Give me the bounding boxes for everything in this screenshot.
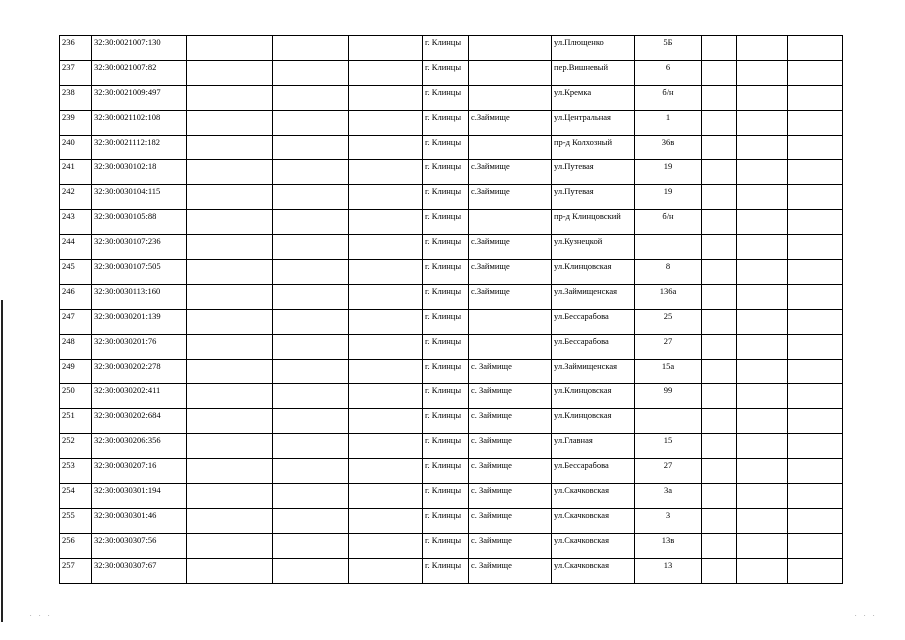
cell-cadastral-number: 32:30:0030202:278 bbox=[92, 359, 187, 384]
cell-empty bbox=[702, 235, 737, 260]
table-row bbox=[60, 359, 843, 384]
cell-row-number: 252 bbox=[60, 434, 92, 459]
cell-empty bbox=[737, 235, 788, 260]
cell-empty bbox=[702, 334, 737, 359]
cell-empty bbox=[349, 334, 423, 359]
table-row bbox=[60, 260, 843, 285]
cell-empty bbox=[187, 210, 273, 235]
cell-house-number: 15 bbox=[635, 434, 702, 459]
cell-row-number: 249 bbox=[60, 359, 92, 384]
cell-village: с.Займище bbox=[469, 185, 552, 210]
cell-empty bbox=[273, 135, 349, 160]
cell-empty bbox=[349, 284, 423, 309]
cell-cadastral-number: 32:30:0030102:18 bbox=[92, 160, 187, 185]
cell-empty bbox=[702, 135, 737, 160]
cell-house-number: 136а bbox=[635, 284, 702, 309]
cell-house-number: 8 bbox=[635, 260, 702, 285]
table-row bbox=[60, 235, 843, 260]
cell-cadastral-number: 32:30:0030207:16 bbox=[92, 459, 187, 484]
cell-empty bbox=[737, 210, 788, 235]
cell-empty bbox=[273, 260, 349, 285]
cell-row-number: 251 bbox=[60, 409, 92, 434]
table-row bbox=[60, 334, 843, 359]
cell-empty bbox=[788, 36, 843, 61]
cell-row-number: 253 bbox=[60, 459, 92, 484]
cell-empty bbox=[702, 160, 737, 185]
cell-empty bbox=[788, 459, 843, 484]
cell-village bbox=[469, 36, 552, 61]
cell-street: ул.Клинцовская bbox=[552, 384, 635, 409]
cell-empty bbox=[273, 558, 349, 583]
cell-cadastral-number: 32:30:0030201:139 bbox=[92, 309, 187, 334]
cell-street: пр-д Клинцовский bbox=[552, 210, 635, 235]
cell-city: г. Клинцы bbox=[423, 60, 469, 85]
cell-cadastral-number: 32:30:0030107:236 bbox=[92, 235, 187, 260]
cell-house-number: 27 bbox=[635, 334, 702, 359]
cell-street: ул.Кремка bbox=[552, 85, 635, 110]
cell-empty bbox=[273, 334, 349, 359]
cell-village: с. Займище bbox=[469, 558, 552, 583]
cell-empty bbox=[788, 384, 843, 409]
cell-empty bbox=[273, 284, 349, 309]
cell-empty bbox=[187, 533, 273, 558]
cell-empty bbox=[349, 359, 423, 384]
cell-empty bbox=[702, 185, 737, 210]
cell-village: с. Займище bbox=[469, 533, 552, 558]
cell-empty bbox=[187, 85, 273, 110]
table-row bbox=[60, 160, 843, 185]
cell-empty bbox=[187, 135, 273, 160]
cell-cadastral-number: 32:30:0021112:182 bbox=[92, 135, 187, 160]
cell-empty bbox=[349, 309, 423, 334]
cell-empty bbox=[737, 185, 788, 210]
cell-street: ул.Займищенская bbox=[552, 359, 635, 384]
cell-row-number: 237 bbox=[60, 60, 92, 85]
cell-empty bbox=[349, 558, 423, 583]
cell-city: г. Клинцы bbox=[423, 110, 469, 135]
cell-street: ул.Кузнецкой bbox=[552, 235, 635, 260]
cell-empty bbox=[702, 359, 737, 384]
cell-city: г. Клинцы bbox=[423, 284, 469, 309]
cell-village bbox=[469, 334, 552, 359]
cell-village bbox=[469, 60, 552, 85]
cell-city: г. Клинцы bbox=[423, 185, 469, 210]
cell-empty bbox=[273, 459, 349, 484]
cell-house-number: 1 bbox=[635, 110, 702, 135]
cell-empty bbox=[788, 260, 843, 285]
cell-row-number: 243 bbox=[60, 210, 92, 235]
scan-artifact: . . . bbox=[30, 612, 53, 618]
cell-empty bbox=[788, 359, 843, 384]
cell-house-number: 27 bbox=[635, 459, 702, 484]
scan-artifact: . . . bbox=[855, 612, 878, 618]
cell-empty bbox=[702, 558, 737, 583]
cell-empty bbox=[273, 235, 349, 260]
cell-empty bbox=[349, 110, 423, 135]
cell-street: ул.Скачковская bbox=[552, 558, 635, 583]
cell-cadastral-number: 32:30:0030202:684 bbox=[92, 409, 187, 434]
cell-cadastral-number: 32:30:0030201:76 bbox=[92, 334, 187, 359]
cell-empty bbox=[737, 508, 788, 533]
cell-house-number: 6 bbox=[635, 60, 702, 85]
cell-city: г. Клинцы bbox=[423, 484, 469, 509]
cell-village: с. Займище bbox=[469, 359, 552, 384]
table-row bbox=[60, 110, 843, 135]
cell-street: пр-д Колхозный bbox=[552, 135, 635, 160]
cell-empty bbox=[349, 185, 423, 210]
cell-house-number: 13 bbox=[635, 558, 702, 583]
cell-house-number: 3а bbox=[635, 484, 702, 509]
cell-empty bbox=[788, 533, 843, 558]
cell-empty bbox=[349, 508, 423, 533]
cell-house-number: 3 bbox=[635, 508, 702, 533]
cell-empty bbox=[273, 185, 349, 210]
cell-empty bbox=[702, 85, 737, 110]
cell-cadastral-number: 32:30:0030206:356 bbox=[92, 434, 187, 459]
table-row bbox=[60, 434, 843, 459]
cell-village bbox=[469, 309, 552, 334]
cell-street: ул.Скачковская bbox=[552, 484, 635, 509]
cell-empty bbox=[349, 85, 423, 110]
cell-street: ул.Плющенко bbox=[552, 36, 635, 61]
cell-empty bbox=[788, 334, 843, 359]
table-row bbox=[60, 309, 843, 334]
cell-row-number: 238 bbox=[60, 85, 92, 110]
cell-row-number: 257 bbox=[60, 558, 92, 583]
cell-street: пер.Вишневый bbox=[552, 60, 635, 85]
cell-row-number: 255 bbox=[60, 508, 92, 533]
cell-empty bbox=[788, 85, 843, 110]
cell-empty bbox=[273, 160, 349, 185]
cell-empty bbox=[788, 235, 843, 260]
cell-village: с. Займище bbox=[469, 508, 552, 533]
cell-village: с. Займище bbox=[469, 434, 552, 459]
table-row bbox=[60, 409, 843, 434]
cell-house-number: б/н bbox=[635, 210, 702, 235]
table-row bbox=[60, 60, 843, 85]
cell-empty bbox=[187, 384, 273, 409]
cell-row-number: 244 bbox=[60, 235, 92, 260]
cell-empty bbox=[702, 260, 737, 285]
cell-house-number: 19 bbox=[635, 185, 702, 210]
cell-empty bbox=[737, 110, 788, 135]
cell-empty bbox=[737, 260, 788, 285]
cell-empty bbox=[273, 110, 349, 135]
cell-city: г. Клинцы bbox=[423, 36, 469, 61]
cell-empty bbox=[187, 484, 273, 509]
cell-empty bbox=[349, 459, 423, 484]
scan-edge-line bbox=[1, 300, 3, 622]
cell-empty bbox=[788, 434, 843, 459]
table-row bbox=[60, 185, 843, 210]
cell-village: с.Займище bbox=[469, 160, 552, 185]
cell-empty bbox=[187, 508, 273, 533]
cell-empty bbox=[737, 135, 788, 160]
cell-empty bbox=[187, 359, 273, 384]
cell-row-number: 248 bbox=[60, 334, 92, 359]
cell-empty bbox=[349, 210, 423, 235]
cell-empty bbox=[349, 160, 423, 185]
cell-street: ул.Путевая bbox=[552, 185, 635, 210]
table-row bbox=[60, 558, 843, 583]
cell-empty bbox=[187, 284, 273, 309]
cell-city: г. Клинцы bbox=[423, 334, 469, 359]
cell-empty bbox=[187, 334, 273, 359]
cell-village bbox=[469, 85, 552, 110]
cell-empty bbox=[702, 533, 737, 558]
cell-street: ул.Займищенская bbox=[552, 284, 635, 309]
cell-city: г. Клинцы bbox=[423, 558, 469, 583]
cell-empty bbox=[788, 160, 843, 185]
table-row bbox=[60, 484, 843, 509]
cell-empty bbox=[702, 110, 737, 135]
cell-empty bbox=[273, 533, 349, 558]
cell-empty bbox=[737, 558, 788, 583]
cell-empty bbox=[737, 434, 788, 459]
cell-house-number: б/н bbox=[635, 85, 702, 110]
cell-empty bbox=[788, 309, 843, 334]
cell-empty bbox=[187, 36, 273, 61]
cell-house-number bbox=[635, 235, 702, 260]
cell-row-number: 254 bbox=[60, 484, 92, 509]
cell-village: с. Займище bbox=[469, 409, 552, 434]
cell-house-number: 25 bbox=[635, 309, 702, 334]
cell-empty bbox=[788, 135, 843, 160]
cell-cadastral-number: 32:30:0030104:115 bbox=[92, 185, 187, 210]
cell-empty bbox=[273, 384, 349, 409]
cell-empty bbox=[788, 110, 843, 135]
cell-empty bbox=[187, 558, 273, 583]
cell-empty bbox=[737, 334, 788, 359]
cell-cadastral-number: 32:30:0021007:82 bbox=[92, 60, 187, 85]
cell-city: г. Клинцы bbox=[423, 409, 469, 434]
cell-empty bbox=[187, 110, 273, 135]
cell-empty bbox=[187, 235, 273, 260]
cell-city: г. Клинцы bbox=[423, 359, 469, 384]
cell-empty bbox=[273, 508, 349, 533]
cell-city: г. Клинцы bbox=[423, 135, 469, 160]
cell-empty bbox=[273, 210, 349, 235]
cell-empty bbox=[788, 284, 843, 309]
cell-city: г. Клинцы bbox=[423, 508, 469, 533]
table-row bbox=[60, 135, 843, 160]
cell-street: ул.Бессарабова bbox=[552, 459, 635, 484]
cell-village bbox=[469, 210, 552, 235]
cell-village bbox=[469, 135, 552, 160]
cell-empty bbox=[349, 484, 423, 509]
cell-city: г. Клинцы bbox=[423, 384, 469, 409]
cell-house-number: 19 bbox=[635, 160, 702, 185]
cell-empty bbox=[273, 409, 349, 434]
cell-street: ул.Скачковская bbox=[552, 508, 635, 533]
cell-cadastral-number: 32:30:0030202:411 bbox=[92, 384, 187, 409]
cell-empty bbox=[737, 409, 788, 434]
cell-empty bbox=[187, 60, 273, 85]
cell-empty bbox=[273, 60, 349, 85]
cell-empty bbox=[788, 185, 843, 210]
cell-empty bbox=[737, 60, 788, 85]
cell-row-number: 242 bbox=[60, 185, 92, 210]
cell-empty bbox=[737, 533, 788, 558]
cell-cadastral-number: 32:30:0030307:56 bbox=[92, 533, 187, 558]
cell-empty bbox=[702, 434, 737, 459]
cell-village: с.Займище bbox=[469, 260, 552, 285]
table-row bbox=[60, 85, 843, 110]
table-row bbox=[60, 210, 843, 235]
cell-empty bbox=[273, 484, 349, 509]
cell-empty bbox=[702, 384, 737, 409]
cell-empty bbox=[187, 309, 273, 334]
cell-street: ул.Скачковская bbox=[552, 533, 635, 558]
cell-empty bbox=[788, 558, 843, 583]
cell-row-number: 240 bbox=[60, 135, 92, 160]
cell-cadastral-number: 32:30:0030301:46 bbox=[92, 508, 187, 533]
cell-empty bbox=[702, 210, 737, 235]
cell-row-number: 256 bbox=[60, 533, 92, 558]
cell-empty bbox=[737, 484, 788, 509]
cell-empty bbox=[349, 384, 423, 409]
cell-empty bbox=[349, 135, 423, 160]
cell-empty bbox=[187, 160, 273, 185]
cell-city: г. Клинцы bbox=[423, 459, 469, 484]
cell-empty bbox=[737, 309, 788, 334]
cell-cadastral-number: 32:30:0030105:88 bbox=[92, 210, 187, 235]
cell-empty bbox=[349, 434, 423, 459]
cell-empty bbox=[737, 160, 788, 185]
cell-village: с.Займище bbox=[469, 110, 552, 135]
cell-empty bbox=[737, 36, 788, 61]
property-registry-table bbox=[59, 35, 843, 584]
cell-empty bbox=[737, 359, 788, 384]
cell-empty bbox=[273, 36, 349, 61]
cell-empty bbox=[273, 309, 349, 334]
cell-village: с. Займище bbox=[469, 484, 552, 509]
cell-empty bbox=[702, 508, 737, 533]
cell-empty bbox=[788, 210, 843, 235]
cell-empty bbox=[702, 409, 737, 434]
cell-village: с. Займище bbox=[469, 459, 552, 484]
cell-empty bbox=[349, 235, 423, 260]
cell-village: с.Займище bbox=[469, 235, 552, 260]
table-row bbox=[60, 384, 843, 409]
cell-street: ул.Главная bbox=[552, 434, 635, 459]
cell-empty bbox=[273, 359, 349, 384]
cell-row-number: 241 bbox=[60, 160, 92, 185]
cell-city: г. Клинцы bbox=[423, 235, 469, 260]
cell-house-number: 36в bbox=[635, 135, 702, 160]
cell-street: ул.Клинцовская bbox=[552, 260, 635, 285]
table-row bbox=[60, 508, 843, 533]
cell-empty bbox=[788, 60, 843, 85]
cell-street: ул.Бессарабова bbox=[552, 334, 635, 359]
cell-empty bbox=[702, 459, 737, 484]
cell-empty bbox=[187, 409, 273, 434]
cell-row-number: 239 bbox=[60, 110, 92, 135]
cell-empty bbox=[702, 284, 737, 309]
cell-cadastral-number: 32:30:0030107:505 bbox=[92, 260, 187, 285]
cell-empty bbox=[737, 85, 788, 110]
table-row bbox=[60, 459, 843, 484]
cell-empty bbox=[349, 260, 423, 285]
cell-row-number: 247 bbox=[60, 309, 92, 334]
table-body bbox=[60, 36, 843, 584]
cell-village: с. Займище bbox=[469, 384, 552, 409]
cell-empty bbox=[788, 409, 843, 434]
cell-city: г. Клинцы bbox=[423, 434, 469, 459]
cell-empty bbox=[737, 459, 788, 484]
cell-city: г. Клинцы bbox=[423, 260, 469, 285]
cell-empty bbox=[702, 60, 737, 85]
cell-city: г. Клинцы bbox=[423, 160, 469, 185]
cell-empty bbox=[737, 384, 788, 409]
cell-city: г. Клинцы bbox=[423, 309, 469, 334]
cell-village: с.Займище bbox=[469, 284, 552, 309]
cell-empty bbox=[702, 309, 737, 334]
cell-empty bbox=[273, 434, 349, 459]
cell-street: ул.Путевая bbox=[552, 160, 635, 185]
cell-house-number bbox=[635, 409, 702, 434]
cell-empty bbox=[187, 434, 273, 459]
cell-street: ул.Бессарабова bbox=[552, 309, 635, 334]
cell-empty bbox=[273, 85, 349, 110]
cell-house-number: 13в bbox=[635, 533, 702, 558]
cell-empty bbox=[702, 484, 737, 509]
cell-empty bbox=[349, 60, 423, 85]
cell-cadastral-number: 32:30:0021102:108 bbox=[92, 110, 187, 135]
cell-cadastral-number: 32:30:0030301:194 bbox=[92, 484, 187, 509]
cell-house-number: 15а bbox=[635, 359, 702, 384]
cell-house-number: 99 bbox=[635, 384, 702, 409]
table-row bbox=[60, 284, 843, 309]
cell-row-number: 245 bbox=[60, 260, 92, 285]
cell-cadastral-number: 32:30:0030307:67 bbox=[92, 558, 187, 583]
table-row bbox=[60, 533, 843, 558]
cell-cadastral-number: 32:30:0021007:130 bbox=[92, 36, 187, 61]
cell-empty bbox=[349, 36, 423, 61]
cell-row-number: 250 bbox=[60, 384, 92, 409]
table-row bbox=[60, 36, 843, 61]
cell-empty bbox=[349, 533, 423, 558]
cell-cadastral-number: 32:30:0030113:160 bbox=[92, 284, 187, 309]
cell-street: ул.Центральная bbox=[552, 110, 635, 135]
cell-empty bbox=[737, 284, 788, 309]
cell-empty bbox=[187, 185, 273, 210]
cell-cadastral-number: 32:30:0021009:497 bbox=[92, 85, 187, 110]
cell-city: г. Клинцы bbox=[423, 533, 469, 558]
cell-city: г. Клинцы bbox=[423, 210, 469, 235]
cell-street: ул.Клинцовская bbox=[552, 409, 635, 434]
cell-empty bbox=[788, 484, 843, 509]
cell-row-number: 246 bbox=[60, 284, 92, 309]
cell-city: г. Клинцы bbox=[423, 85, 469, 110]
cell-empty bbox=[349, 409, 423, 434]
cell-empty bbox=[187, 260, 273, 285]
cell-house-number: 5Б bbox=[635, 36, 702, 61]
cell-empty bbox=[702, 36, 737, 61]
cell-empty bbox=[187, 459, 273, 484]
cell-row-number: 236 bbox=[60, 36, 92, 61]
cell-empty bbox=[788, 508, 843, 533]
